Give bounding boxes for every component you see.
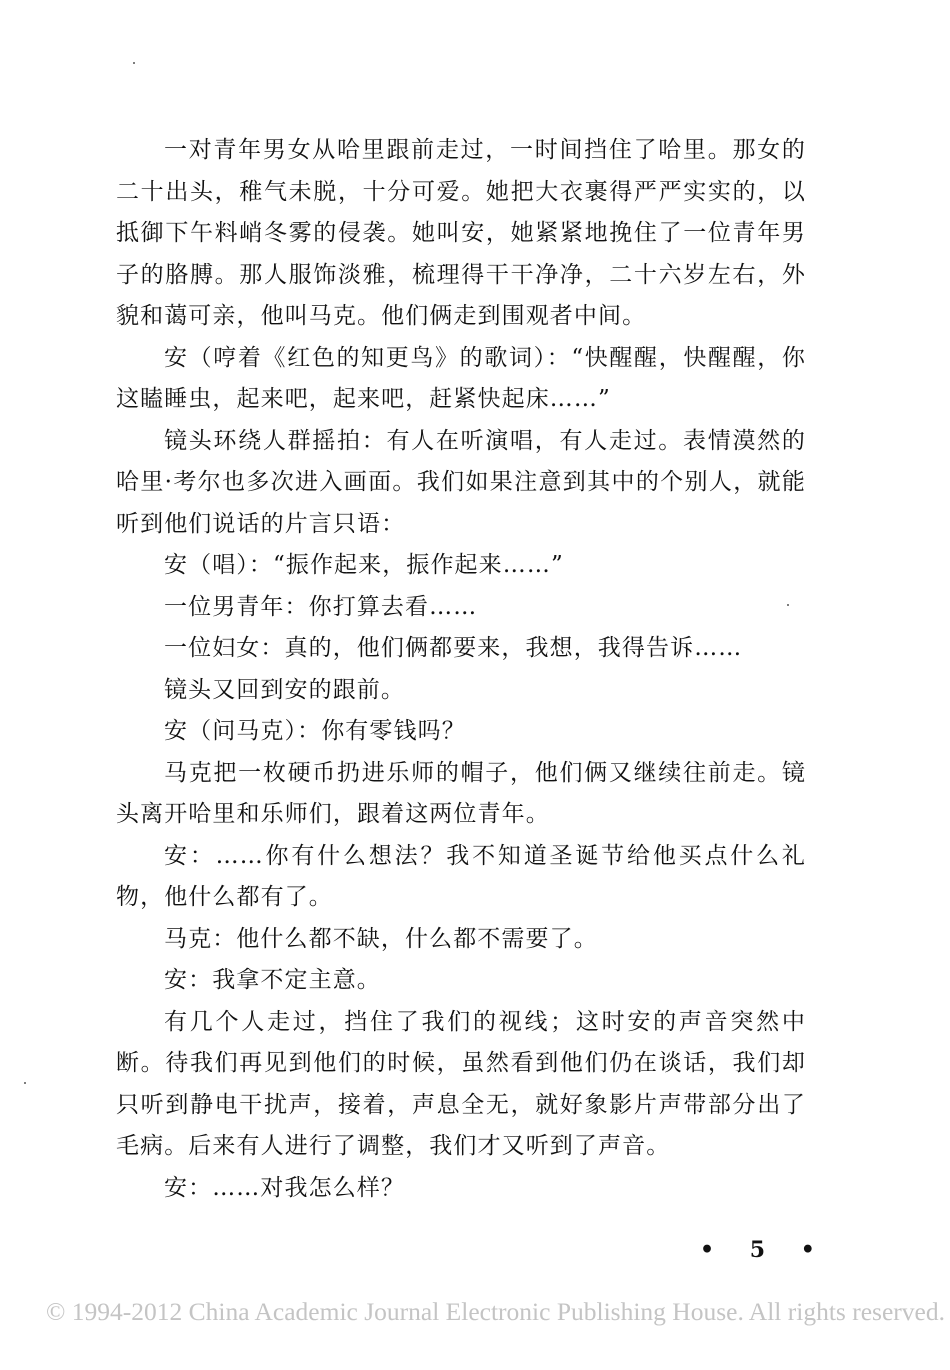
paragraph: 马克：他什么都不缺，什么都不需要了。 xyxy=(164,925,598,952)
paragraph: 一对青年男女从哈里跟前走过，一时间挡住了哈里。那女的二十出头，稚气未脱，十分可爱。她把大衣裹得严严实实的，以抵御下午料峭冬雾的侵袭。她叫安，她紧紧地挽住了一位青年男子的胳膊。那人服饰淡雅，梳理得干干净净，二十六岁左右，外貌和蔼可亲，他叫马克。他们俩走到围观者中间。 xyxy=(116,137,806,329)
paragraph: 安（哼着《红色的知更鸟》的歌词）：“快醒醒，快醒醒，你这瞌睡虫，起来吧，起来吧，赶紧快起床……” xyxy=(116,344,806,412)
paragraph: 马克把一枚硬币扔进乐师的帽子，他们俩又继续往前走。镜头离开哈里和乐师们，跟着这两位青年。 xyxy=(116,759,806,827)
paragraph: 安（问马克）：你有零钱吗？ xyxy=(164,718,466,744)
body-text xyxy=(116,130,806,1209)
paragraph: 镜头又回到安的跟前。 xyxy=(164,676,405,703)
page-number: • 5 • xyxy=(700,1237,829,1263)
paragraph: 镜头环绕人群摇拍：有人在听演唱，有人走过。表情漠然的哈里·考尔也多次进入画面。我们如果注意到其中的个别人，就能听到他们说话的片言只语： xyxy=(116,427,806,537)
paragraph: 有几个人走过，挡住了我们的视线；这时安的声音突然中断。待我们再见到他们的时候，虽然看到他们仍在谈话，我们却只听到静电干扰声，接着，声息全无，就好象影片声带部分出了毛病。后来有人进行了调整，我们才又听到了声音。 xyxy=(116,1008,806,1159)
scan-speck xyxy=(133,62,135,64)
copyright-notice: © 1994-2012 China Academic Journal Electronic Publishing House. All rights reserved. xyxy=(46,1297,945,1326)
paragraph: 一位男青年：你打算去看…… xyxy=(164,593,478,620)
scan-speck xyxy=(24,1082,26,1084)
paragraph: 安：我拿不定主意。 xyxy=(164,967,381,993)
paragraph: 安：……你有什么想法？我不知道圣诞节给他买点什么礼物，他什么都有了。 xyxy=(116,842,806,910)
paragraph: 安（唱）：“振作起来，振作起来……” xyxy=(164,552,564,578)
paragraph: 安：……对我怎么样？ xyxy=(164,1174,405,1201)
paragraph: 一位妇女：真的，他们俩都要来，我想，我得告诉…… xyxy=(164,635,743,661)
